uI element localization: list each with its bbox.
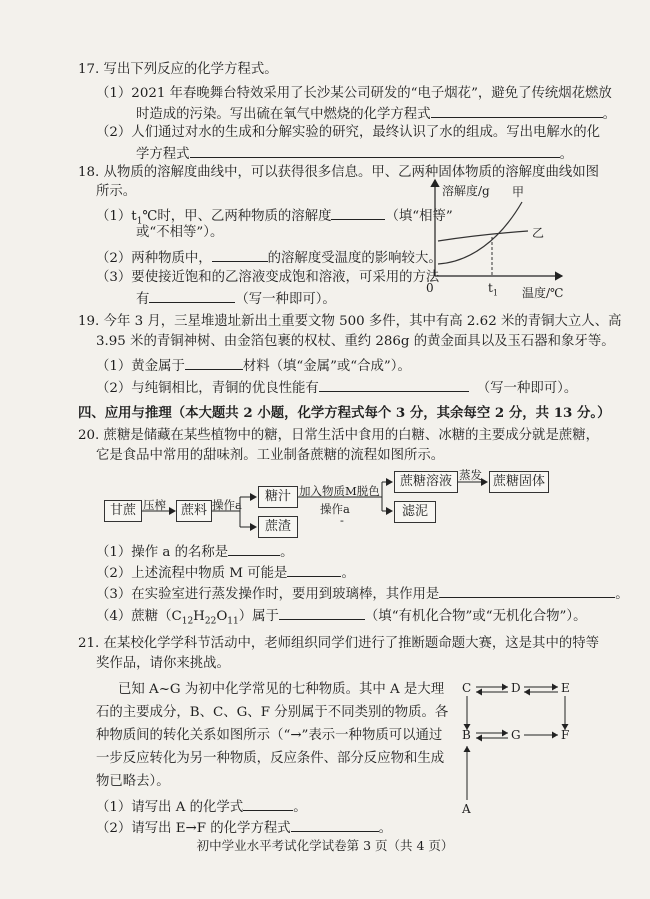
q21-part2: （2）请写出 E→F 的化学方程式 。	[96, 818, 392, 837]
q17-part2-line2: 学方程式 。	[136, 144, 573, 163]
graph-ylabel: 溶解度/g	[442, 184, 490, 198]
q21-text3: 种物质间的转化关系如图所示（“→”表示一种物质可以通过	[96, 728, 443, 743]
box-zhezha: 蔗渣	[258, 516, 298, 538]
box-rongye: 蔗糖溶液	[394, 471, 458, 493]
q20-part1: （1）操作 a 的名称是 。	[96, 542, 294, 561]
box-tangzhi: 糖汁	[258, 486, 298, 508]
box-ganzhe: 甘蔗	[104, 500, 142, 522]
q19-part1: （1）黄金属于 材料（填“金属”或“合成”）。	[96, 356, 411, 375]
q18-line2: 所示。	[96, 184, 137, 199]
q19-line2: 3.95 米的青铜神树、由金箔包裹的权杖、重约 286g 的黄金面具以及玉石器和象牙等。	[96, 334, 615, 349]
q20-part2: （2）上述流程中物质 M 可能是 。	[96, 563, 355, 582]
node-c: C	[462, 681, 472, 695]
graph-t1-label: $t_1$	[488, 281, 498, 298]
q21-text5: 物已略去）。	[96, 774, 170, 789]
q21-line1: 21. 在某校化学学科节活动中，老师组织同学们进行了推断题命题大赛，这是其中的特等	[78, 636, 600, 651]
q21-text1: 已知 A~G 为初中化学常见的七种物质。其中 A 是大理	[118, 682, 445, 697]
node-g: G	[511, 728, 521, 742]
label-add-m: 加入物质M脱色	[299, 484, 380, 498]
box-luni: 滤泥	[394, 501, 436, 523]
q17-title: 17. 写出下列反应的化学方程式。	[78, 62, 278, 77]
q20-line1: 20. 蔗糖是储藏在某些植物中的糖，日常生活中食用的白糖、冰糖的主要成分就是蔗糖，	[78, 428, 600, 443]
q18-part3: （3）要使接近饱和的乙溶液变成饱和溶液，可采用的方法	[96, 270, 440, 285]
q17-part1-line1: （1）2021 年春晚舞台特效采用了长沙某公司研发的“电子烟花”，避免了传统烟花燃放	[96, 86, 612, 101]
label-yazha: 压榨	[143, 498, 166, 512]
q18-part3-line2: 有 （写一种即可）。	[136, 289, 336, 308]
graph-xlabel: 温度/℃	[522, 286, 564, 300]
label-op-a-2: 操作a	[320, 502, 350, 516]
q20-line2: 它是食品中常用的甜味剂。工业制备蔗糖的流程如图所示。	[96, 448, 445, 463]
q20-part4: （4）蔗糖$(C_{12}H_{22}O_{11})$属于 （填“有机化合物”或“无机化合物”）。	[96, 606, 586, 630]
q21-line2: 奖作品，请你来挑战。	[96, 656, 230, 671]
q20-part3: （3）在实验室进行蒸发操作时，要用到玻璃棒，其作用是 。	[96, 584, 629, 603]
q18-title: 18. 从物质的溶解度曲线中，可以获得很多信息。甲、乙两种固体物质的溶解度曲线如图	[78, 165, 600, 180]
node-a: A	[462, 802, 471, 816]
q18-part1-line2: 或“不相等”）。	[136, 225, 224, 240]
q18-part2: （2）两种物质中， 的溶解度受温度的影响较大。	[96, 248, 442, 267]
q17-part1-line2: 时造成的污染。写出硫在氧气中燃烧的化学方程式 。	[136, 104, 616, 123]
label-zhengfa: 蒸发	[459, 468, 482, 482]
q18-part1: $(1)t_1℃$时，甲、乙两种物质的溶解度 （填“相等”	[96, 206, 453, 230]
page-footer: 初中学业水平考试化学试卷第 3 页（共 4 页）	[196, 838, 454, 853]
q21-text2: 石的主要成分，B、C、G、F 分别属于不同类别的物质。各	[96, 705, 449, 720]
q17-part2-line1: （2）人们通过对水的生成和分解实验的研究，最终认识了水的组成。写出电解水的化	[96, 125, 600, 140]
q19-part2: （2）与纯铜相比，青铜的优良性能有 （写一种即可）。	[96, 378, 577, 397]
node-e: E	[561, 681, 570, 695]
q21-part1: （1）请写出 A 的化学式 。	[96, 797, 307, 816]
graph-origin: 0	[426, 281, 434, 295]
box-zheliao: 蔗料	[176, 500, 212, 522]
q21-text4: 一步反应转化为另一种物质，反应条件、部分反应物和生成	[96, 751, 445, 766]
label-jia: 甲	[512, 185, 525, 199]
node-f: F	[561, 728, 570, 742]
node-d: D	[511, 681, 521, 695]
node-b: B	[462, 728, 471, 742]
label-op-a-1: 操作a	[212, 498, 242, 512]
section4-title: 四、应用与推理（本大题共 2 小题，化学方程式每个 3 分，其余每空 2 分，共 13 分。）	[78, 405, 611, 421]
box-guti: 蔗糖固体	[489, 471, 549, 493]
label-yi: 乙	[532, 226, 545, 240]
q19-line1: 19. 今年 3 月，三星堆遗址新出土重要文物 500 多件，其中有高 2.62 米的青铜大立人、高	[78, 314, 622, 329]
